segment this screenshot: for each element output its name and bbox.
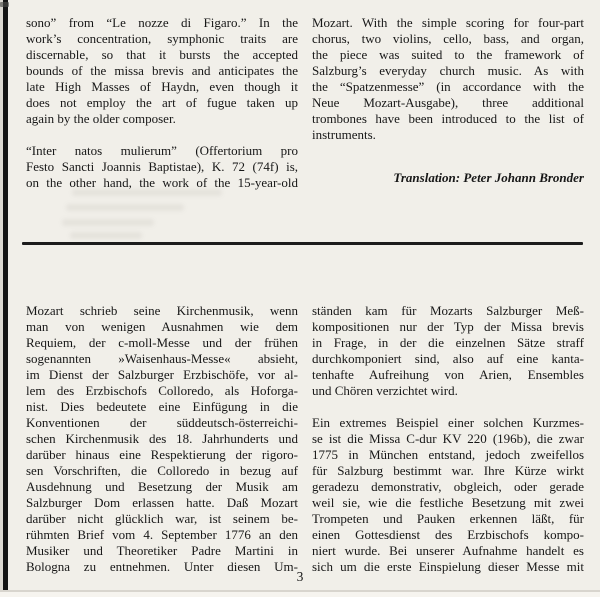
text-line: für Salzburg bestimmt war. Ihre Kürze wirkt [312,463,584,478]
text-line: man von wenigen Ausnahmen wie dem [26,319,299,334]
text-line: lem des Erzbischofs Colloredo, als Hoforga- [26,383,298,398]
section-divider-rule [22,242,583,245]
text-line: Bologna zu entnehmen. Unter diesen Um- [26,559,298,574]
text-line: sich um die erste Einspielung dieser Messe mit [312,559,585,574]
english-paragraph-3 [312,15,584,143]
scan-artifact-corner [0,2,9,7]
text-line: Ein extremes Beispiel einer solchen Kurzmes- [312,415,584,430]
page-bottom-margin [0,592,600,597]
text-line: chorus, two violins, cello, bass, and organ, [312,31,584,46]
text-line: the piece was suited to the framework of [312,47,585,62]
text-line: again by the older composer. [26,111,176,126]
text-line: niert wurde. Bei unserer Aufnahme handelt es [312,543,584,558]
german-paragraph-1 [26,303,298,575]
text-line: on the other hand, the work of the 15-year-old [26,175,298,190]
text-line: kompositionen nur der Typ der Missa brevis [312,319,584,334]
text-line: late High Masses of Haydn, even though it [26,79,298,94]
text-line: “Inter natos mulierum” (Offertorium pro [26,143,298,158]
text-line: Musiker und Theoretiker Padre Martini in [26,543,298,558]
text-line: bounds of the missa brevis and anticipates the [26,63,299,78]
text-line: ständen kam für Mozarts Salzburger Meß- [312,303,584,318]
text-line: darüber nicht glücklich war, ist seinem be- [26,511,299,526]
text-line: instruments. [312,127,376,142]
text-line: rühmten Brief vom 4. September 1776 an den [26,527,299,542]
text-line: work’s concentration, symphonic traits are [26,31,298,46]
page-number: 3 [296,569,304,584]
english-paragraph-2 [26,143,298,191]
text-line: Requiem, der c-moll-Messe und der frühen [26,335,298,350]
text-line: schen Kirchenmusik des 18. Jahrhunderts und [26,431,299,446]
german-column-left [26,303,298,575]
text-line: se ist die Missa C-dur KV 220 (196b), die zwar [312,431,585,446]
text-line: durchkomponiert sind, also auf eine kanta- [312,351,584,366]
page-binding-edge [3,0,8,597]
text-line: Konventionen der süddeutsch-österreichi- [26,415,299,430]
german-column-right [312,303,584,575]
text-line: does not employ the art of fugue taken up [26,95,298,110]
text-line: discernable, so that it bursts the accepted [26,47,299,62]
text-line: sono” from “Le nozze di Figaro.” In the [26,15,298,30]
german-paragraph-3 [312,415,584,575]
english-paragraph-1 [26,15,298,127]
text-line: geradezu demonstrativ, obgleich, oder gerade [312,479,584,494]
text-line: sen Vorschriften, die Colloredo in bezug auf [26,463,298,478]
bleed-through-artifact [70,232,142,239]
text-line: einen Gottesdienst des Erzbischofs kompo- [312,527,585,542]
text-line: im Dienst der Salzburger Erzbischöfe, vor al- [26,367,298,382]
text-line: weil sie, wie die festliche Besetzung mit zwei [312,495,584,510]
bleed-through-artifact [62,219,154,226]
translation-credit: Translation: Peter Johann Bronder [393,170,584,185]
text-line: darüber hinaus eine Respektierung der rigoro- [26,447,298,462]
text-line: tenhafte Aufreihung von Arien, Ensembles [312,367,584,382]
text-line: Trompeten und Pauken erkennen läßt, für [312,511,584,526]
text-line: Mozart. With the simple scoring for four-part [312,15,584,30]
text-line: Mozart schrieb seine Kirchenmusik, wenn [26,303,299,318]
text-line: trombones have been introduced to the list of [312,111,584,126]
text-line: nist. Dies bedeutete eine Einfügung in die [26,399,298,414]
text-line: in Frage, in der die einzelnen Sätze straff [312,335,584,350]
text-line: Neue Mozart-Ausgabe), three additional [312,95,585,110]
english-column-left [26,15,298,191]
text-line: Festo Sancti Joannis Baptistae), K. 72 (74f) is, [26,159,299,174]
text-line: und Chören verzichtet wird. [312,383,458,398]
text-line: Salzburger Dom erlassen hatte. Daß Mozart [26,495,299,510]
text-line: the “Spatzenmesse” (in accordance with the [312,79,584,94]
text-line: Salzburg’s everyday church music. As with [312,63,584,78]
bleed-through-artifact [66,204,184,211]
text-line: sogenannten »Waisenhaus-Messe« absieht, [26,351,298,366]
english-column-right [312,15,584,186]
text-line: Ausdehnung und Besetzung der Musik am [26,479,298,494]
text-line: 1775 in München entstand, jedoch zweifellos [312,447,585,462]
german-paragraph-2 [312,303,584,399]
